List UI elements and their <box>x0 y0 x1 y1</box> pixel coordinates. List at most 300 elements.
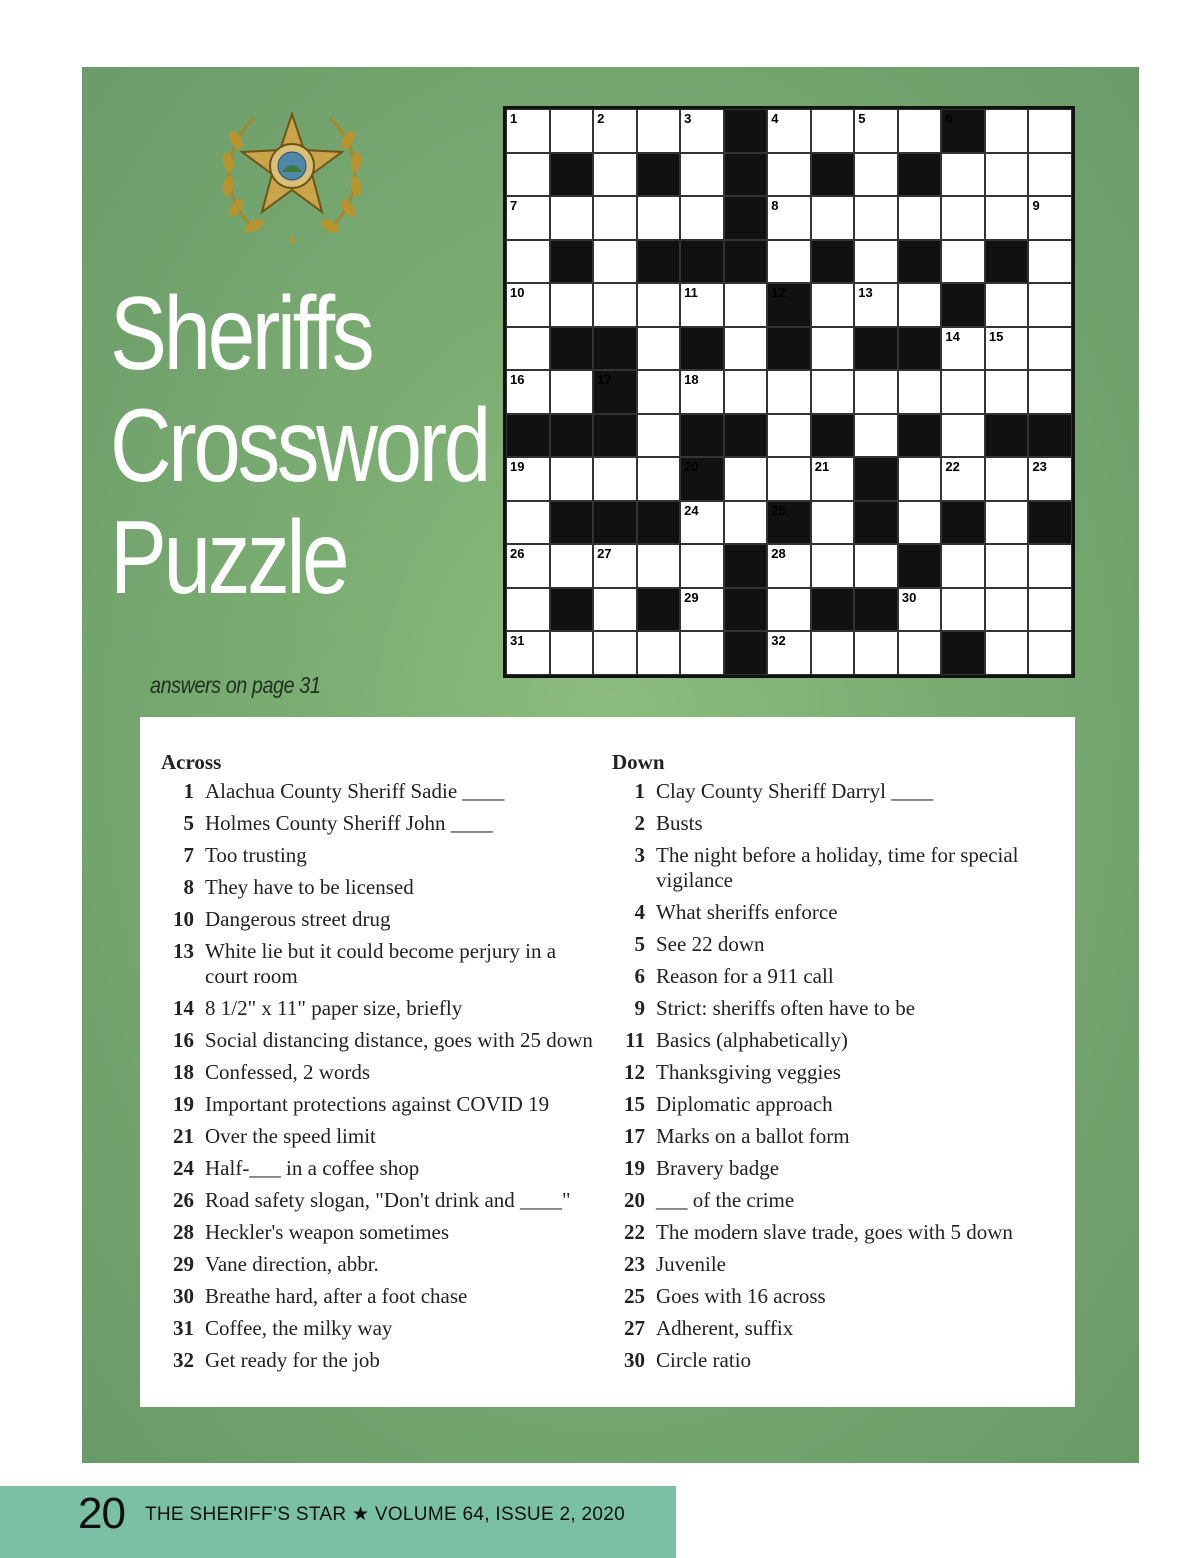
grid-block <box>550 240 594 284</box>
grid-cell[interactable] <box>506 501 550 545</box>
clue-number: 20 <box>684 459 699 475</box>
grid-cell[interactable] <box>767 544 811 588</box>
clue-text: Strict: sheriffs often have to be <box>656 996 916 1020</box>
grid-cell[interactable] <box>680 196 724 240</box>
clue-text: Dangerous street drug <box>205 907 391 931</box>
down-clue <box>612 1028 1062 1053</box>
grid-block <box>985 414 1029 458</box>
across-clue <box>161 1028 596 1053</box>
clue-text: See 22 down <box>656 932 765 956</box>
clue-text: Juvenile <box>656 1252 726 1276</box>
down-clue <box>612 843 1062 893</box>
grid-cell[interactable] <box>941 196 985 240</box>
clue-number: 12 <box>771 285 786 301</box>
clue-number: 7 <box>510 198 518 214</box>
clue-text: Bravery badge <box>656 1156 780 1180</box>
grid-cell[interactable] <box>985 327 1029 371</box>
grid-cell[interactable] <box>593 588 637 632</box>
grid-cell[interactable] <box>506 283 550 327</box>
grid-cell[interactable] <box>680 283 724 327</box>
grid-block <box>724 588 768 632</box>
grid-cell[interactable] <box>854 544 898 588</box>
grid-cell[interactable] <box>506 631 550 675</box>
grid-cell[interactable] <box>898 196 942 240</box>
grid-block <box>854 457 898 501</box>
grid-cell[interactable] <box>506 153 550 197</box>
grid-cell[interactable] <box>985 370 1029 414</box>
across-clue <box>161 843 596 868</box>
across-clue <box>161 1124 596 1149</box>
across-clue <box>161 1060 596 1085</box>
grid-block <box>680 414 724 458</box>
grid-cell[interactable] <box>637 457 681 501</box>
clue-text: Get ready for the job <box>205 1348 380 1372</box>
grid-cell[interactable] <box>593 153 637 197</box>
clue-text: White lie but it could become perjury in a court room <box>205 939 557 988</box>
grid-cell[interactable] <box>506 588 550 632</box>
down-clue <box>612 779 1062 804</box>
grid-cell[interactable] <box>854 631 898 675</box>
grid-cell[interactable] <box>985 109 1029 153</box>
grid-cell[interactable] <box>898 457 942 501</box>
grid-cell[interactable] <box>637 283 681 327</box>
clue-number: 26 <box>510 546 525 562</box>
clue-number-label: 22 <box>624 1220 645 1244</box>
grid-cell[interactable] <box>724 283 768 327</box>
grid-cell[interactable] <box>550 457 594 501</box>
grid-cell[interactable] <box>1028 370 1072 414</box>
grid-cell[interactable] <box>1028 327 1072 371</box>
clue-text: Reason for a 911 call <box>656 964 834 988</box>
grid-cell[interactable] <box>854 109 898 153</box>
grid-block <box>593 414 637 458</box>
clue-number-label: 1 <box>634 779 645 803</box>
clue-number-label: 29 <box>173 1252 194 1276</box>
grid-cell[interactable] <box>680 501 724 545</box>
grid-cell[interactable] <box>550 283 594 327</box>
grid-cell[interactable] <box>811 501 855 545</box>
clue-number-label: 5 <box>634 932 645 956</box>
grid-cell[interactable] <box>811 544 855 588</box>
clue-number-label: 10 <box>173 907 194 931</box>
grid-block <box>767 283 811 327</box>
grid-cell[interactable] <box>637 414 681 458</box>
grid-cell[interactable] <box>767 588 811 632</box>
grid-block <box>854 327 898 371</box>
down-clue-list <box>612 779 1062 1373</box>
clue-number: 22 <box>945 459 960 475</box>
clue-number: 4 <box>771 111 779 126</box>
grid-cell[interactable] <box>506 240 550 284</box>
clue-text: They have to be licensed <box>205 875 414 899</box>
grid-cell[interactable] <box>854 283 898 327</box>
clue-text: Social distancing distance, goes with 25 down <box>205 1028 593 1052</box>
clue-number: 9 <box>1032 198 1040 214</box>
clue-number-label: 1 <box>183 779 194 803</box>
grid-cell[interactable] <box>767 457 811 501</box>
grid-cell[interactable] <box>593 109 637 153</box>
grid-cell[interactable] <box>854 196 898 240</box>
clue-number: 3 <box>684 111 692 126</box>
clue-number-label: 8 <box>183 875 194 899</box>
clue-text: Too trusting <box>205 843 307 867</box>
grid-cell[interactable] <box>767 153 811 197</box>
grid-cell[interactable] <box>637 327 681 371</box>
grid-block <box>767 327 811 371</box>
grid-cell[interactable] <box>593 240 637 284</box>
down-clue <box>612 1284 1062 1309</box>
down-clue <box>612 1220 1062 1245</box>
grid-cell[interactable] <box>680 631 724 675</box>
grid-block <box>550 588 594 632</box>
grid-block <box>680 457 724 501</box>
grid-cell[interactable] <box>593 283 637 327</box>
grid-block <box>985 240 1029 284</box>
down-clue <box>612 900 1062 925</box>
grid-cell[interactable] <box>811 327 855 371</box>
clue-number-label: 13 <box>173 939 194 963</box>
grid-cell[interactable] <box>1028 153 1072 197</box>
grid-cell[interactable] <box>593 196 637 240</box>
grid-block <box>898 327 942 371</box>
grid-cell[interactable] <box>985 544 1029 588</box>
clue-number-label: 4 <box>634 900 645 924</box>
clue-number: 2 <box>597 111 605 126</box>
grid-cell[interactable] <box>724 457 768 501</box>
grid-cell[interactable] <box>506 370 550 414</box>
clue-text: Road safety slogan, "Don't drink and ____" <box>205 1188 571 1212</box>
grid-cell[interactable] <box>1028 109 1072 153</box>
title-line-2: Crossword <box>110 388 489 504</box>
grid-block <box>724 196 768 240</box>
grid-cell[interactable] <box>506 327 550 371</box>
clue-number-label: 23 <box>624 1252 645 1276</box>
grid-cell[interactable] <box>811 631 855 675</box>
grid-cell[interactable] <box>1028 240 1072 284</box>
clue-number: 28 <box>771 546 786 562</box>
across-clue <box>161 1156 596 1181</box>
grid-cell[interactable] <box>550 631 594 675</box>
grid-cell[interactable] <box>724 327 768 371</box>
grid-cell[interactable] <box>898 283 942 327</box>
grid-cell[interactable] <box>898 370 942 414</box>
across-clue <box>161 1252 596 1277</box>
down-clue <box>612 1348 1062 1373</box>
clue-text: Goes with 16 across <box>656 1284 826 1308</box>
clue-number-label: 21 <box>173 1124 194 1148</box>
clue-number: 27 <box>597 546 612 562</box>
clue-number-label: 12 <box>624 1060 645 1084</box>
grid-cell[interactable] <box>811 457 855 501</box>
grid-cell[interactable] <box>767 414 811 458</box>
clue-number-label: 7 <box>183 843 194 867</box>
across-clue <box>161 1188 596 1213</box>
grid-block <box>724 414 768 458</box>
crossword-grid <box>503 106 1075 678</box>
clue-number: 29 <box>684 589 699 605</box>
down-clue <box>612 964 1062 989</box>
grid-cell[interactable] <box>985 457 1029 501</box>
clue-number: 5 <box>858 111 866 126</box>
clue-number: 16 <box>510 372 525 388</box>
clue-number: 25 <box>771 502 786 518</box>
clue-number: 30 <box>901 589 917 605</box>
across-clue-list <box>161 779 596 1373</box>
grid-block <box>506 414 550 458</box>
grid-cell[interactable] <box>811 196 855 240</box>
page-title <box>110 276 489 616</box>
grid-cell[interactable] <box>767 196 811 240</box>
grid-cell[interactable] <box>811 370 855 414</box>
clue-number-label: 5 <box>183 811 194 835</box>
clue-text: The night before a holiday, time for special vigilance <box>656 843 1019 892</box>
down-clue <box>612 1092 1062 1117</box>
grid-cell[interactable] <box>811 283 855 327</box>
clue-number-label: 19 <box>624 1156 645 1180</box>
grid-cell[interactable] <box>550 196 594 240</box>
clue-number-label: 11 <box>625 1028 645 1052</box>
grid-block <box>724 631 768 675</box>
clues-box <box>140 717 1075 1407</box>
clue-text: Confessed, 2 words <box>205 1060 371 1084</box>
grid-cell[interactable] <box>941 544 985 588</box>
grid-cell[interactable] <box>941 457 985 501</box>
grid-cell[interactable] <box>1028 196 1072 240</box>
grid-block <box>550 327 594 371</box>
grid-cell[interactable] <box>854 240 898 284</box>
grid-cell[interactable] <box>637 544 681 588</box>
grid-cell[interactable] <box>593 544 637 588</box>
grid-cell[interactable] <box>724 370 768 414</box>
grid-cell[interactable] <box>637 370 681 414</box>
grid-cell[interactable] <box>985 283 1029 327</box>
grid-block <box>767 501 811 545</box>
grid-block <box>898 414 942 458</box>
grid-cell[interactable] <box>550 109 594 153</box>
down-clue <box>612 1060 1062 1085</box>
grid-block <box>898 544 942 588</box>
clue-number-label: 16 <box>173 1028 194 1052</box>
across-clue <box>161 875 596 900</box>
grid-block <box>550 501 594 545</box>
across-clue <box>161 939 596 989</box>
grid-cell[interactable] <box>985 153 1029 197</box>
across-clue <box>161 1092 596 1117</box>
clue-number-label: 19 <box>173 1092 194 1116</box>
clue-number-label: 27 <box>624 1316 645 1340</box>
grid-cell[interactable] <box>854 414 898 458</box>
grid-block <box>811 240 855 284</box>
clue-text: Busts <box>656 811 703 835</box>
down-clue <box>612 1316 1062 1341</box>
grid-cell[interactable] <box>898 631 942 675</box>
grid-block <box>898 240 942 284</box>
grid-cell[interactable] <box>724 501 768 545</box>
answers-note: answers on page 31 <box>150 672 321 698</box>
clue-number: 31 <box>510 633 525 649</box>
grid-cell[interactable] <box>680 588 724 632</box>
grid-cell[interactable] <box>593 457 637 501</box>
grid-cell[interactable] <box>898 109 942 153</box>
grid-cell[interactable] <box>941 414 985 458</box>
across-clue <box>161 779 596 804</box>
title-line-3: Puzzle <box>110 500 347 616</box>
grid-cell[interactable] <box>550 370 594 414</box>
grid-cell[interactable] <box>941 327 985 371</box>
grid-block <box>854 501 898 545</box>
clue-number-label: 24 <box>173 1156 194 1180</box>
grid-cell[interactable] <box>767 370 811 414</box>
grid-block <box>637 153 681 197</box>
clue-number: 13 <box>858 285 873 301</box>
grid-block <box>593 501 637 545</box>
clue-number-label: 25 <box>624 1284 645 1308</box>
clue-text: Vane direction, abbr. <box>205 1252 379 1276</box>
grid-cell[interactable] <box>767 240 811 284</box>
clue-text: Diplomatic approach <box>656 1092 833 1116</box>
grid-block <box>941 283 985 327</box>
clue-text: Basics (alphabetically) <box>656 1028 848 1052</box>
grid-block <box>854 588 898 632</box>
title-line-1: Sheriffs <box>110 276 372 392</box>
grid-cell[interactable] <box>637 109 681 153</box>
clue-number: 11 <box>684 285 698 301</box>
grid-cell[interactable] <box>1028 588 1072 632</box>
clue-number: 19 <box>510 459 525 475</box>
grid-block <box>637 588 681 632</box>
grid-block <box>811 588 855 632</box>
across-clue <box>161 1220 596 1245</box>
grid-block <box>811 153 855 197</box>
down-clue <box>612 1124 1062 1149</box>
down-clue <box>612 1252 1062 1277</box>
grid-block <box>637 240 681 284</box>
across-clue <box>161 907 596 932</box>
clue-text: ___ of the crime <box>656 1188 795 1212</box>
publication-line: THE SHERIFF’S STAR ★ VOLUME 64, ISSUE 2, 2020 <box>145 1504 625 1525</box>
grid-cell[interactable] <box>811 109 855 153</box>
grid-cell[interactable] <box>898 501 942 545</box>
grid-cell[interactable] <box>680 544 724 588</box>
clue-number-label: 30 <box>173 1284 194 1308</box>
grid-cell[interactable] <box>506 457 550 501</box>
grid-cell[interactable] <box>941 370 985 414</box>
grid-block <box>680 327 724 371</box>
clue-text: Holmes County Sheriff John ____ <box>205 811 493 835</box>
grid-cell[interactable] <box>1028 283 1072 327</box>
grid-cell[interactable] <box>1028 457 1072 501</box>
grid-block <box>941 501 985 545</box>
clue-number-label: 30 <box>624 1348 645 1372</box>
clue-text: The modern slave trade, goes with 5 down <box>656 1220 1013 1244</box>
grid-cell[interactable] <box>767 109 811 153</box>
across-column <box>161 750 596 1380</box>
grid-cell[interactable] <box>637 196 681 240</box>
clue-number-label: 15 <box>624 1092 645 1116</box>
clue-number: 6 <box>945 111 953 126</box>
clue-number: 15 <box>988 328 1004 344</box>
clue-text: 8 1/2" x 11" paper size, briefly <box>205 996 463 1020</box>
clue-number: 21 <box>814 459 830 475</box>
clue-text: Half-___ in a coffee shop <box>205 1156 420 1180</box>
clue-number-label: 28 <box>173 1220 194 1244</box>
clue-number-label: 3 <box>634 843 645 867</box>
grid-cell[interactable] <box>550 544 594 588</box>
grid-cell[interactable] <box>985 631 1029 675</box>
grid-cell[interactable] <box>680 153 724 197</box>
grid-cell[interactable] <box>680 370 724 414</box>
grid-cell[interactable] <box>941 153 985 197</box>
grid-block <box>724 240 768 284</box>
clue-number: 8 <box>771 198 779 214</box>
across-clue <box>161 811 596 836</box>
grid-block <box>637 501 681 545</box>
grid-cell[interactable] <box>985 501 1029 545</box>
down-heading: Down <box>612 750 665 774</box>
grid-cell[interactable] <box>898 588 942 632</box>
grid-cell[interactable] <box>854 370 898 414</box>
clue-text: Coffee, the milky way <box>205 1316 393 1340</box>
down-clue <box>612 932 1062 957</box>
clue-number-label: 14 <box>173 996 194 1020</box>
grid-block <box>1028 414 1072 458</box>
grid-cell[interactable] <box>985 588 1029 632</box>
grid-cell[interactable] <box>767 631 811 675</box>
grid-cell[interactable] <box>506 109 550 153</box>
clue-number: 17 <box>597 372 612 388</box>
grid-cell[interactable] <box>593 631 637 675</box>
grid-cell[interactable] <box>985 196 1029 240</box>
grid-cell[interactable] <box>506 196 550 240</box>
clue-number: 18 <box>684 372 699 388</box>
clue-text: Heckler's weapon sometimes <box>205 1220 450 1244</box>
grid-block <box>593 370 637 414</box>
clue-text: Important protections against COVID 19 <box>205 1092 550 1116</box>
grid-cell[interactable] <box>941 240 985 284</box>
clue-text: Marks on a ballot form <box>656 1124 850 1148</box>
clue-number-label: 18 <box>173 1060 194 1084</box>
grid-block <box>593 327 637 371</box>
clue-number-label: 2 <box>634 811 645 835</box>
grid-cell[interactable] <box>854 153 898 197</box>
clue-text: Thanksgiving veggies <box>656 1060 841 1084</box>
down-clue <box>612 996 1062 1021</box>
down-clue <box>612 811 1062 836</box>
down-clue <box>612 1188 1062 1213</box>
down-clue <box>612 1156 1062 1181</box>
across-clue <box>161 1284 596 1309</box>
across-clue <box>161 1348 596 1373</box>
clue-text: Adherent, suffix <box>656 1316 794 1340</box>
grid-cell[interactable] <box>637 631 681 675</box>
clue-number-label: 20 <box>624 1188 645 1212</box>
grid-block <box>550 414 594 458</box>
clue-number-label: 17 <box>624 1124 645 1148</box>
across-heading: Across <box>161 750 222 774</box>
clue-text: Alachua County Sheriff Sadie ____ <box>205 779 505 803</box>
clue-text: Clay County Sheriff Darryl ____ <box>656 779 934 803</box>
grid-cell[interactable] <box>506 544 550 588</box>
grid-cell[interactable] <box>1028 544 1072 588</box>
clue-number: 24 <box>684 502 699 518</box>
grid-cell[interactable] <box>941 588 985 632</box>
grid-block <box>724 153 768 197</box>
grid-cell[interactable] <box>1028 631 1072 675</box>
sheriff-star-badge-icon <box>214 100 370 250</box>
across-clue <box>161 996 596 1021</box>
grid-cell[interactable] <box>680 109 724 153</box>
clue-number: 32 <box>771 633 786 649</box>
